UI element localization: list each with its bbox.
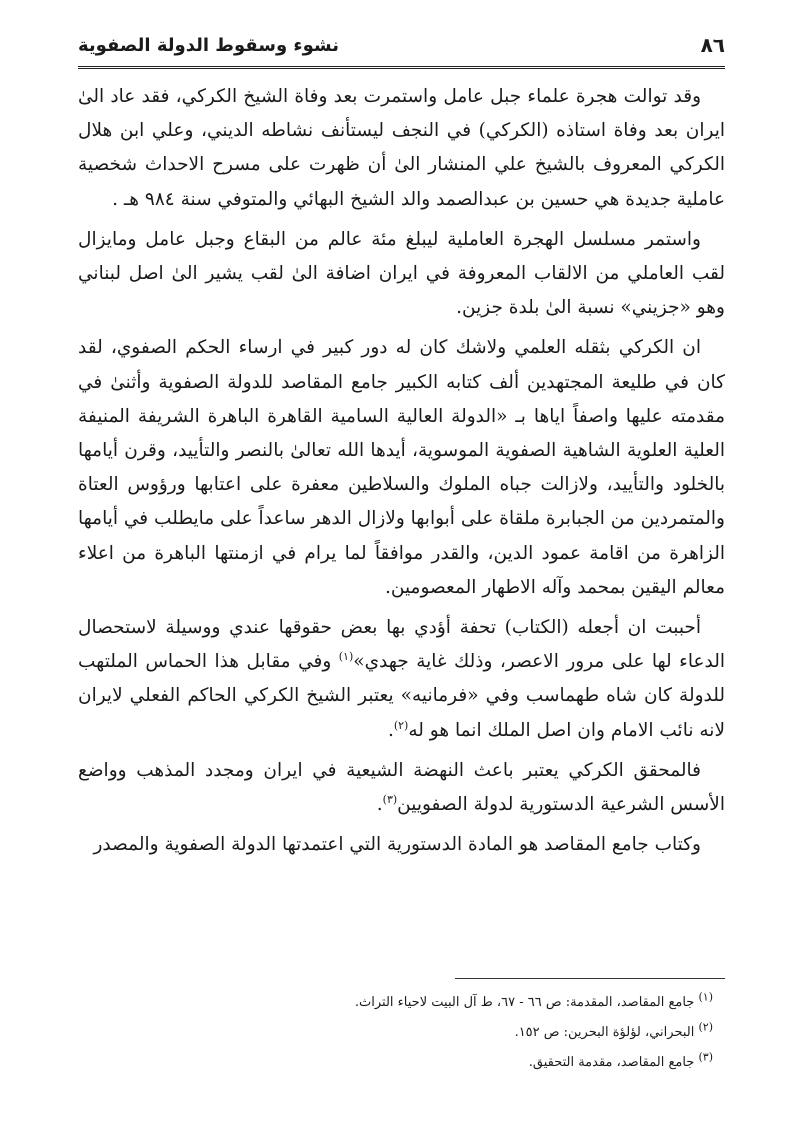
paragraph: ان الكركي بثقله العلمي ولاشك كان له دور كبير في ارساء الحكم الصفوي، لقد كان في طليعة المجتهدين ألف كتابه الكبير جامع المقاصد للدولة الصفوية وأثنىٰ في مقدمته عليها واصفاً اياها بـ «الدولة العالية السامية القاهرة الباهرة الشريفة المنيفة العلية العلوية الشاهية الصفوية الموسوية، أيدها الله تعالىٰ بالنصر والتأييد، وقرن أيامها بالخلود والتأييد، ولازالت جباه الملوك والسلاطين معفرة على اعتابها ورؤوس العتاة والمتمردين من الجبابرة ملقاة على أبوابها ولازال الدهر ساعداً على مايطلب في أيامها الزاهرة من اقامة عمود الدين، والقدر موافقاً لما يرام في ازمنتها الباهرة من اعلاء معالم اليقين بمحمد وآله الاطهار المعصومين. [78,337,725,598]
footnote [78,1048,725,1078]
paragraph: وكتاب جامع المقاصد هو المادة الدستورية التي اعتمدتها الدولة الصفوية والمصدر [93,834,701,856]
footnote-divider [455,978,725,979]
footnote-number: (٣) [698,1050,713,1064]
footnote [78,988,725,1018]
paragraph: واستمر مسلسل الهجرة العاملية ليبلغ مئة عالم من البقاع وجبل عامل ومايزال لقب العاملي من الالقاب المعروفة في ايران اضافة الىٰ لقب يشير الىٰ اصل لبناني وهو «جزيني» نسبة الىٰ بلدة جزين. [78,228,725,319]
paragraph: فالمحقق الكركي يعتبر باعث النهضة الشيعية في ايران ومجدد المذهب وواضع الأسس الشرعية الدستورية لدولة الصفويين$^{(٣)}$. [78,759,725,816]
footnote [78,1018,725,1048]
footnote-number: (٢) [698,1020,713,1034]
page-number: ٨٦ [700,33,725,57]
header-divider [78,66,725,69]
footnote-ref[interactable]: (٣) [382,792,398,806]
paragraph: أحببت ان أجعله (الكتاب) تحفة أؤدي بها بعض حقوقها عندي ووسيلة لاستحصال الدعاء لها على مرور الاعصر، وذلك غاية جهدي»$^{(١)}$ وفي مقابل هذا الحماس الملتهب للدولة كان شاه طهماسب وفي «فرمانيه» يعتبر الشيخ الكركي الحاكم الفعلي لايران لانه نائب الامام وان اصل الملك انما هو له$^{(٢)}$. [78,617,725,741]
body-text [78,80,725,868]
footnote-text: جامع المقاصد، المقدمة: ص ٦٦ - ٦٧، ط آل البيت لاحياء التراث. [354,995,695,1010]
footnote-text: البحراني، لؤلؤة البحرين: ص ١٥٢. [514,1025,695,1040]
running-title: نشوء وسقوط الدولة الصفوية [78,34,339,56]
footnotes [78,988,725,1078]
footnote-number: (١) [698,990,713,1004]
footnote-ref[interactable]: (١) [338,650,354,664]
paragraph: وقد توالت هجرة علماء جبل عامل واستمرت بعد وفاة الشيخ الكركي، فقد عاد الىٰ ايران بعد وفاة استاذه (الكركي) في النجف ليستأنف نشاطه الديني، وعلي ابن هلال الكركي المعروف بالشيخ علي المنشار الىٰ أن ظهرت على مسرح الاحداث شخصية عاملية جديدة هي حسين بن عبدالصمد والد الشيخ البهائي والمتوفي سنة ٩٨٤ هـ . [78,86,725,210]
footnote-ref[interactable]: (٢) [393,718,409,732]
footnote-text: جامع المقاصد، مقدمة التحقيق. [528,1055,695,1070]
running-header [78,28,725,62]
